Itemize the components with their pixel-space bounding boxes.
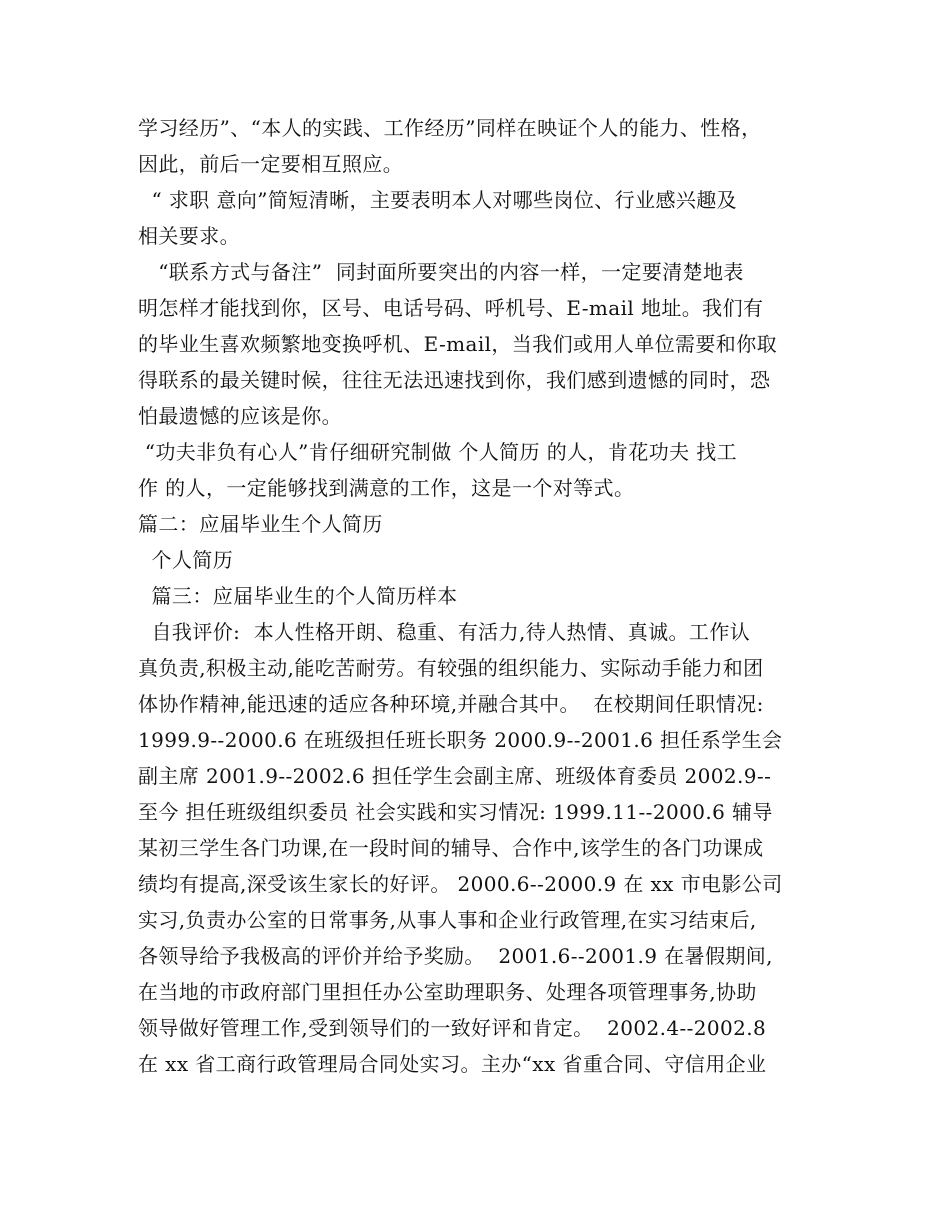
text-line: 学习经历”、“本人的实践、工作经历”同样在映证个人的能力、性格， xyxy=(138,116,762,140)
text-line: 怕最遗憾的应该是你。 xyxy=(138,404,342,428)
text-line: 在当地的市政府部门里担任办公室助理职务、处理各项管理事务,协助 xyxy=(138,980,757,1004)
text-line: 实习,负责办公室的日常事务,从事人事和企业行政管理,在实习结束后, xyxy=(138,908,757,932)
text-line: 在 xx 省工商行政管理局合同处实习。主办“xx 省重合同、守信用企业 xyxy=(138,1052,767,1076)
text-line: 自我评价: 本人性格开朗、稳重、有活力,待人热情、真诚。工作认 xyxy=(138,620,751,644)
text-line: 各领导给予我极高的评价并给予奖励。 2001.6--2001.9 在暑假期间, xyxy=(138,944,773,968)
section-heading: 篇三：应届毕业生的个人简历样本 xyxy=(138,584,458,608)
text-line: 某初三学生各门功课,在一段时间的辅导、合作中,该学生的各门功课成 xyxy=(138,836,764,860)
text-line: 得联系的最关键时候，往往无法迅速找到你，我们感到遗憾的同时，恐 xyxy=(138,368,771,392)
text-line: 的毕业生喜欢频繁地变换呼机、E-mail，当我们或用人单位需要和你取 xyxy=(138,332,778,356)
text-line: “功夫非负有心人”肯仔细研究制做 个人简历 的人，肯花功夫 找工 xyxy=(138,440,738,464)
text-line: 至今 担任班级组织委员 社会实践和实习情况: 1999.11--2000.6 辅导 xyxy=(138,800,773,824)
text-line: 明怎样才能找到你，区号、电话号码、呼机号、E-mail 地址。我们有 xyxy=(138,296,764,320)
text-line: 副主席 2001.9--2002.6 担任学生会副主席、班级体育委员 2002.9-- xyxy=(138,764,772,788)
section-heading: 篇二：应届毕业生个人简历 xyxy=(138,512,383,536)
text-line: 1999.9--2000.6 在班级担任班长职务 2000.9--2001.6 担任系学生会 xyxy=(138,728,783,752)
text-line: 真负责,积极主动,能吃苦耐劳。有较强的组织能力、实际动手能力和团 xyxy=(138,656,764,680)
text-line: 相关要求。 xyxy=(138,224,240,248)
text-line: 领导做好管理工作,受到领导们的一致好评和肯定。 2002.4--2002.8 xyxy=(138,1016,767,1040)
text-line: 因此，前后一定要相互照应。 xyxy=(138,152,404,176)
section-heading: 个人简历 xyxy=(138,548,234,572)
text-line: 体协作精神,能迅速的适应各种环境,并融合其中。 在校期间任职情况: xyxy=(138,692,764,716)
text-line: “联系方式与备注” 同封面所要突出的内容一样，一定要清楚地表 xyxy=(138,260,744,284)
text-line: “ 求职 意向”简短清晰，主要表明本人对哪些岗位、行业感兴趣及 xyxy=(138,188,738,212)
text-line: 作 的人，一定能够找到满意的工作，这是一个对等式。 xyxy=(138,476,635,500)
text-line: 绩均有提高,深受该生家长的好评。 2000.6--2000.9 在 xx 市电影公司 xyxy=(138,872,783,896)
